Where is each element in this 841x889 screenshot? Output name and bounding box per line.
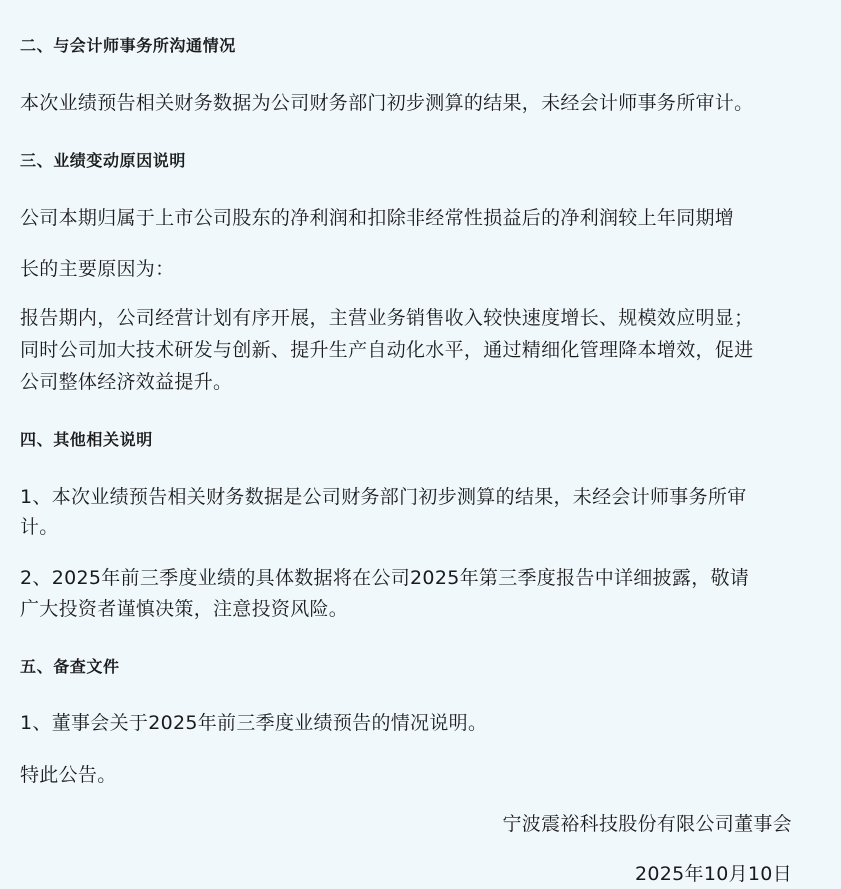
signature-date: 2025年10月10日 — [634, 863, 792, 885]
closing-notice: 特此公告。 — [20, 764, 117, 786]
section-heading-communication: 二、与会计师事务所沟通情况 — [20, 36, 236, 55]
other-item-2-line-1: 2、2025年前三季度业绩的具体数据将在公司2025年第三季度报告中详细披露，敬请 — [20, 567, 750, 589]
reasons-detail-line-2: 同时公司加大技术研发与创新、提升生产自动化水平，通过精细化管理降本增效，促进 — [20, 339, 754, 361]
communication-text: 本次业绩预告相关财务数据为公司财务部门初步测算的结果，未经会计师事务所审计。 — [20, 92, 754, 114]
signature-company: 宁波震裕科技股份有限公司董事会 — [502, 813, 792, 835]
reasons-detail-line-3: 公司整体经济效益提升。 — [20, 371, 233, 393]
reasons-detail-line-1: 报告期内，公司经营计划有序开展，主营业务销售收入较快速度增长、规模效应明显； — [20, 307, 754, 329]
other-item-1-line-2: 计。 — [20, 516, 59, 538]
reasons-intro-line-1: 公司本期归属于上市公司股东的净利润和扣除非经常性损益后的净利润较上年同期增 — [20, 207, 735, 229]
section-heading-other: 四、其他相关说明 — [20, 430, 153, 449]
documents-item-1: 1、董事会关于2025年前三季度业绩预告的情况说明。 — [20, 712, 488, 734]
reasons-intro-line-2: 长的主要原因为： — [20, 258, 175, 280]
other-item-2-line-2: 广大投资者谨慎决策，注意投资风险。 — [20, 598, 349, 620]
other-item-1-line-1: 1、本次业绩预告相关财务数据是公司财务部门初步测算的结果，未经会计师事务所审 — [20, 486, 747, 508]
section-heading-documents: 五、备查文件 — [20, 657, 120, 676]
section-heading-reasons: 三、业绩变动原因说明 — [20, 151, 187, 170]
